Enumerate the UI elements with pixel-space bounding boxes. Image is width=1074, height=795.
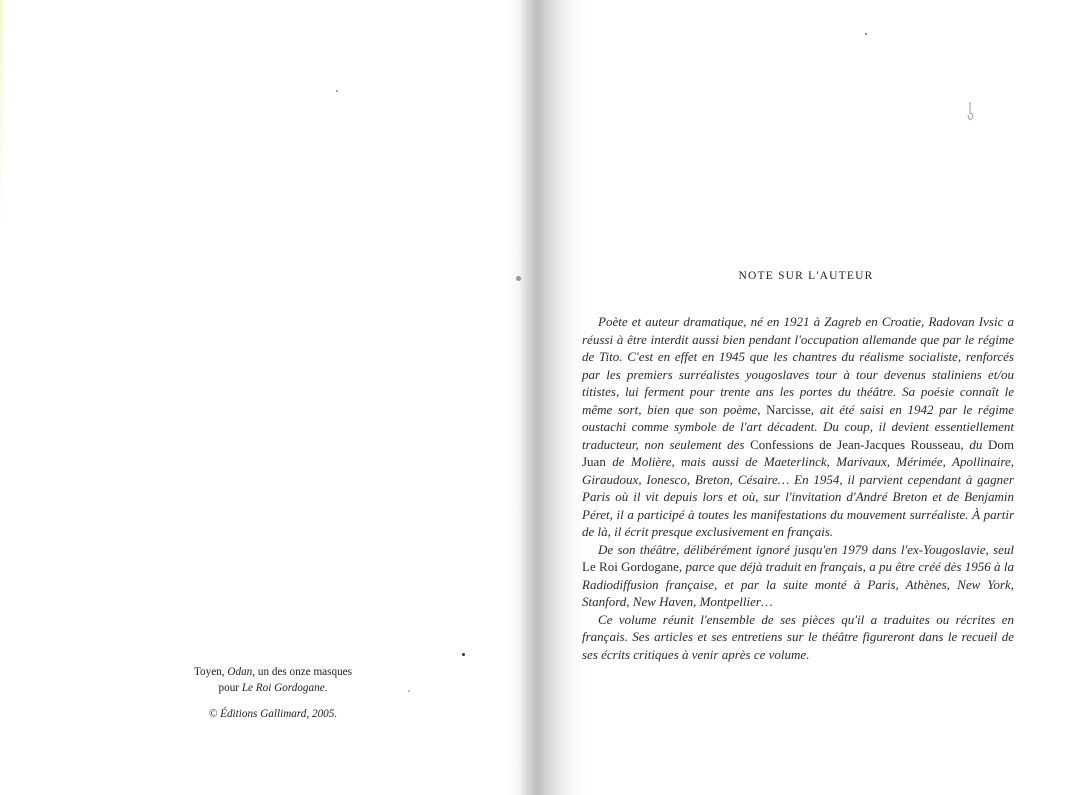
credit-book-title: Le Roi Gordogane: [241, 682, 325, 694]
dust-speck: [462, 653, 465, 656]
paragraph-1: Poète et auteur dramatique, né en 1921 à Zagreb en Croatie, Radovan Ivsic a réussi à être interdit aussi bien pendant l'occupation allemande que par le régime de Tito. C'est en effet en 1945 que les chantres du réalisme socialiste, renforcés par les premiers surréalistes yougoslaves tour à tour devenus staliniens et/ou titistes, lui ferment pour trente ans les portes du théâtre. Sa poésie connaît le même sort, bien que son poème, Narcisse, ait été saisi en 1942 par le régime oustachi comme symbole de l'art décadent. Du coup, il devient essentiellement traducteur, non seulement des Confessions de Jean-Jacques Rousseau, du Dom Juan de Molière, mais aussi de Maeterlinck, Marivaux, Mérimée, Apollinaire, Giraudoux, Ionesco, Breton, Césaire… En 1954, il parvient cependant à gagner Paris où il vit depuis lors et où, sur l'invitation d'André Breton et de Benjamin Péret, il a participé à toutes les manifestations du mouvement surréaliste. À partir de là, il écrit presque exclusivement en français.: [582, 314, 1015, 539]
scan-mark: [966, 100, 975, 126]
paragraph-3: Ce volume réunit l'ensemble de ses pièces qu'il a traduites ou récrites en français. Ses articles et ses entretiens sur le théâtre figureront dans le recueil de ses écrits critiques à venir après ce volume.: [582, 611, 1014, 662]
dust-speck: [336, 90, 338, 92]
copyright-notice: © Éditions Gallimard, 2005.: [208, 708, 338, 720]
dust-speck: [408, 690, 410, 692]
illustration-credit: [158, 664, 388, 722]
credit-work-title: Odan: [227, 666, 253, 678]
dust-speck: [865, 33, 867, 35]
credit-line-2: pour Le Roi Gordogane.: [218, 682, 328, 694]
page-edge: [0, 0, 3, 795]
credit-line-1: Toyen, Odan, un des onze masques: [193, 666, 352, 678]
note-body: [582, 313, 1014, 663]
paragraph-2: De son théâtre, délibérément ignoré jusqu'en 1979 dans l'ex-Yougoslavie, seul Le Roi Gordogane, parce que déjà traduit en français, a pu être créé dès 1956 à la Radiodiffusion française, et par la suite monté à Paris, Athènes, New York, Stanford, New Haven, Montpellier…: [582, 541, 1014, 609]
note-title: NOTE SUR L'AUTEUR: [738, 270, 874, 282]
book-gutter-shadow: [508, 0, 588, 795]
dust-speck: [516, 276, 521, 281]
